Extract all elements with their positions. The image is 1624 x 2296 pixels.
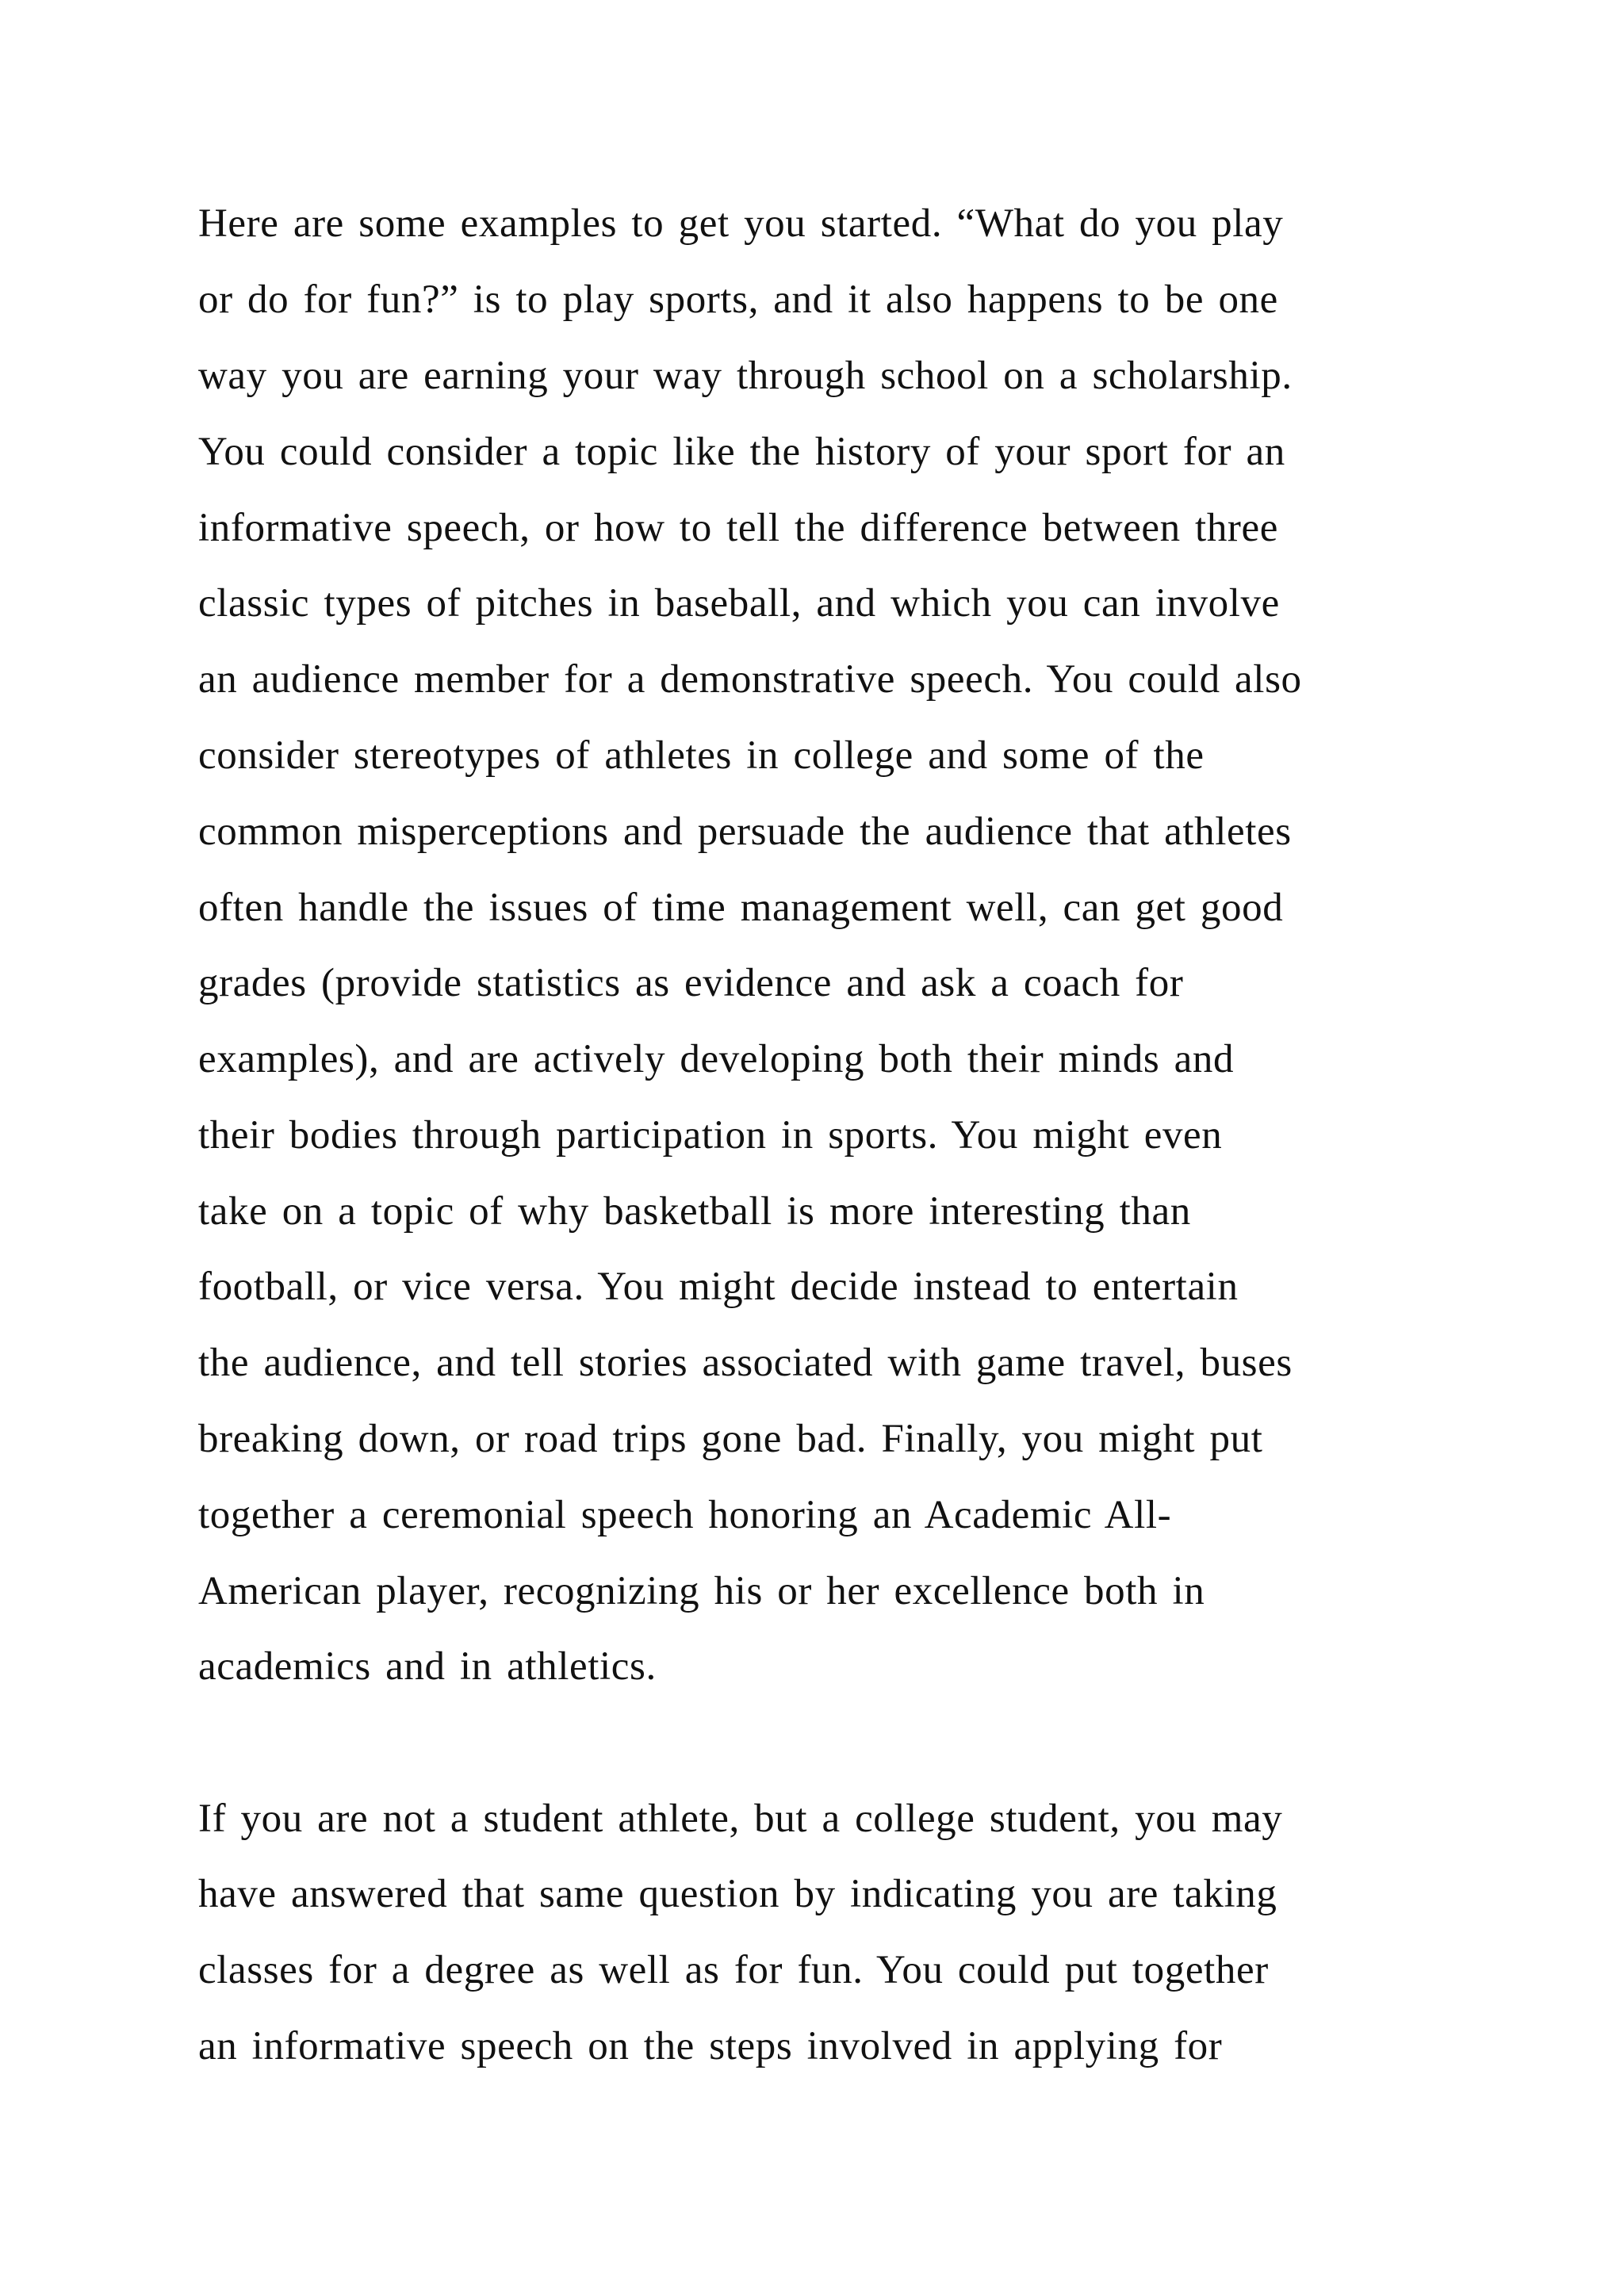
text-line: have answered that same question by indicating you are taking bbox=[198, 1872, 1277, 1916]
text-line: an audience member for a demonstrative speech. You could also bbox=[198, 657, 1302, 702]
text-line: consider stereotypes of athletes in college and some of the bbox=[198, 733, 1205, 778]
text-line: their bodies through participation in sports. You might even bbox=[198, 1113, 1223, 1158]
text-line: examples), and are actively developing both their minds and bbox=[198, 1037, 1235, 1081]
text-line: informative speech, or how to tell the difference between three bbox=[198, 506, 1278, 550]
text-line: If you are not a student athlete, but a college student, you may bbox=[198, 1797, 1283, 1841]
text-line: You could consider a topic like the history of your sport for an bbox=[198, 430, 1285, 474]
text-line: American player, recognizing his or her excellence both in bbox=[198, 1569, 1205, 1613]
text-line: take on a topic of why basketball is more interesting than bbox=[198, 1189, 1191, 1234]
text-line: grades (provide statistics as evidence and ask a coach for bbox=[198, 961, 1184, 1005]
text-line: breaking down, or road trips gone bad. Finally, you might put bbox=[198, 1417, 1263, 1461]
text-line: classic types of pitches in baseball, and which you can involve bbox=[198, 581, 1280, 626]
text-line: classes for a degree as well as for fun. You could put together bbox=[198, 1948, 1269, 1992]
text-line: the audience, and tell stories associated with game travel, buses bbox=[198, 1341, 1293, 1385]
text-line: common misperceptions and persuade the audience that athletes bbox=[198, 809, 1292, 854]
text-line: Here are some examples to get you started. “What do you play bbox=[198, 201, 1284, 246]
text-line: an informative speech on the steps involved in applying for bbox=[198, 2024, 1223, 2068]
text-line: together a ceremonial speech honoring an Academic All- bbox=[198, 1493, 1172, 1537]
text-line: way you are earning your way through school on a scholarship. bbox=[198, 354, 1293, 398]
text-line: or do for fun?” is to play sports, and it also happens to be one bbox=[198, 277, 1278, 322]
text-line: often handle the issues of time management well, can get good bbox=[198, 886, 1284, 930]
text-line: football, or vice versa. You might decide instead to entertain bbox=[198, 1265, 1239, 1309]
text-line: academics and in athletics. bbox=[198, 1644, 657, 1689]
